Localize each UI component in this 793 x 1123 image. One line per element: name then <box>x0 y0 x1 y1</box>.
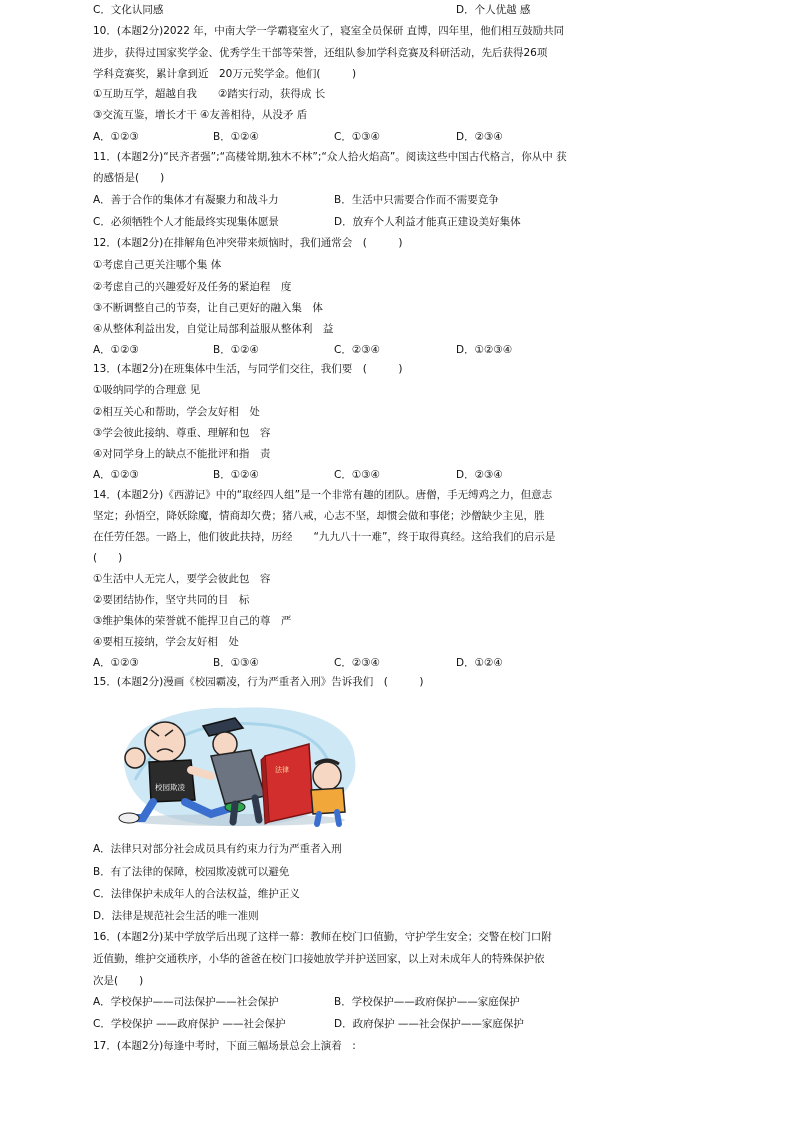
q10-stem-line-1: 10．(本题2分)2022 年，中南大学一学霸寝室火了，寝室全员保研 直博，四年里，他们相互鼓励共同 <box>93 25 565 37</box>
bullying-cartoon <box>115 700 361 828</box>
q16-stem-line-2: 近值勤，维护交通秩序，小华的爸爸在校门口接她放学并护送回家，以上对未成年人的特殊保护依 <box>93 953 545 965</box>
q12-stem: 12．(本题2分)在排解角色冲突带来烦恼时，我们通常会 ( ) <box>93 237 403 249</box>
shirt-label: 校园欺凌 <box>155 783 185 792</box>
option-d[interactable]: D．个人优越 感 <box>456 4 531 16</box>
q12-item-1: ①考虑自己更关注哪个集 体 <box>93 259 222 271</box>
q11-option-a[interactable]: A．善于合作的集体才有凝聚力和战斗力 <box>93 194 279 206</box>
q17-stem: 17．(本题2分)每逢中考时，下面三幅场景总会上演着 : <box>93 1040 356 1052</box>
q15-stem: 15．(本题2分)漫画《校园霸凌，行为严重者入刑》告诉我们 ( ) <box>93 676 424 688</box>
q13-option-b[interactable]: B．①②④ <box>213 469 259 481</box>
q13-option-a[interactable]: A．①②③ <box>93 469 139 481</box>
q14-item-4: ④要相互接纳，学会友好相 处 <box>93 636 239 648</box>
q11-option-d[interactable]: D．放弃个人利益才能真正建设美好集体 <box>334 216 521 228</box>
q10-item-1: ①互助互学，超越自我 <box>93 88 197 100</box>
q10-stem-line-2: 进步，获得过国家奖学金、优秀学生干部等荣誉，还组队参加学科竞赛及科研活动，先后获得26项 <box>93 47 548 59</box>
q13-item-3: ③学会彼此接纳、尊重、理解和包 容 <box>93 427 271 439</box>
q12-option-d[interactable]: D．①②③④ <box>456 344 513 356</box>
q16-stem-line-3: 次是( ) <box>93 975 144 987</box>
q15-option-a[interactable]: A．法律只对部分社会成员具有约束力行为严重者入刑 <box>93 843 342 855</box>
q12-item-4: ④从整体利益出发，自觉让局部利益服从整体利 益 <box>93 323 334 335</box>
q15-option-b[interactable]: B．有了法律的保障，校园欺凌就可以避免 <box>93 866 290 878</box>
q16-option-d[interactable]: D．政府保护 ——社会保护——家庭保护 <box>334 1018 524 1030</box>
q11-option-c[interactable]: C．必须牺牲个人才能最终实现集体愿景 <box>93 216 279 228</box>
q11-option-b[interactable]: B．生活中只需要合作而不需要竞争 <box>334 194 499 206</box>
q12-option-c[interactable]: C．②③④ <box>334 344 381 356</box>
q13-item-1: ①吸纳同学的合理意 见 <box>93 384 201 396</box>
q10-option-a[interactable]: A．①②③ <box>93 131 139 143</box>
q16-option-a[interactable]: A．学校保护——司法保护——社会保护 <box>93 996 279 1008</box>
q10-item-3: ③交流互鉴，增长才干 <box>93 109 197 121</box>
q13-item-2: ②相互关心和帮助，学会友好相 处 <box>93 406 260 418</box>
q13-option-d[interactable]: D．②③④ <box>456 469 503 481</box>
q14-stem-line-3: 在任劳任怨。一路上，他们彼此扶持，历经 “九九八十一难”，终于取得真经。这给我们的启示是 <box>93 531 556 543</box>
q10-item-4: ④友善相待，从没矛 盾 <box>200 109 308 121</box>
q14-option-c[interactable]: C．②③④ <box>334 657 381 669</box>
q15-option-d[interactable]: D．法律是规范社会生活的唯一准则 <box>93 910 259 922</box>
q13-item-4: ④对同学身上的缺点不能批评和指 责 <box>93 448 271 460</box>
q10-item-2: ②踏实行动，获得成 长 <box>218 88 326 100</box>
student-figure <box>311 760 345 824</box>
q10-stem-line-3: 学科竞赛奖，累计拿到近 20万元奖学金。他们( ) <box>93 68 357 80</box>
book-label: 法律 <box>275 766 289 774</box>
q10-option-d[interactable]: D．②③④ <box>456 131 503 143</box>
law-book <box>261 744 313 824</box>
q15-option-c[interactable]: C．法律保护未成年人的合法权益，维护正义 <box>93 888 300 900</box>
q14-item-3: ③维护集体的荣誉就不能捍卫自己的尊 严 <box>93 615 292 627</box>
q13-stem: 13．(本题2分)在班集体中生活，与同学们交往，我们要 ( ) <box>93 363 403 375</box>
q10-option-c[interactable]: C．①③④ <box>334 131 381 143</box>
q10-option-b[interactable]: B．①②④ <box>213 131 259 143</box>
option-c[interactable]: C．文化认同感 <box>93 4 164 16</box>
q12-option-a[interactable]: A．①②③ <box>93 344 139 356</box>
q14-item-2: ②要团结协作，坚守共同的目 标 <box>93 594 250 606</box>
q14-item-1: ①生活中人无完人，要学会彼此包 容 <box>93 573 271 585</box>
q14-stem-line-1: 14．(本题2分)《西游记》中的“取经四人组”是一个非常有趣的团队。唐僧，手无缚鸡之力，但意志 <box>93 489 553 501</box>
q14-stem-line-2: 坚定；孙悟空，降妖除魔，情商却欠费；猪八戒，心志不坚，却惯会做和事佬；沙僧缺少主见，胜 <box>93 510 545 522</box>
q16-stem-line-1: 16．(本题2分)某中学放学后出现了这样一幕：教师在校门口值勤，守护学生安全；交警在校门口附 <box>93 931 552 943</box>
q13-option-c[interactable]: C．①③④ <box>334 469 381 481</box>
q14-option-b[interactable]: B．①③④ <box>213 657 259 669</box>
q12-option-b[interactable]: B．①②④ <box>213 344 259 356</box>
q14-option-d[interactable]: D．①②④ <box>456 657 503 669</box>
q16-option-b[interactable]: B．学校保护——政府保护——家庭保护 <box>334 996 520 1008</box>
q14-stem-line-4: ( ) <box>93 552 123 564</box>
q12-item-3: ③不断调整自己的节奏，让自己更好的融入集 体 <box>93 302 323 314</box>
q11-stem-line-1: 11．(本题2分)“民齐者强”;“高楼耸期,独木不林”;“众人拾火焰高”。阅读这些中国古代格言，你从中 获 <box>93 151 567 163</box>
q11-stem-line-2: 的感悟是( ) <box>93 172 165 184</box>
q12-item-2: ②考虑自己的兴趣爱好及任务的紧迫程 度 <box>93 281 292 293</box>
q14-option-a[interactable]: A．①②③ <box>93 657 139 669</box>
q16-option-c[interactable]: C．学校保护 ——政府保护 ——社会保护 <box>93 1018 286 1030</box>
